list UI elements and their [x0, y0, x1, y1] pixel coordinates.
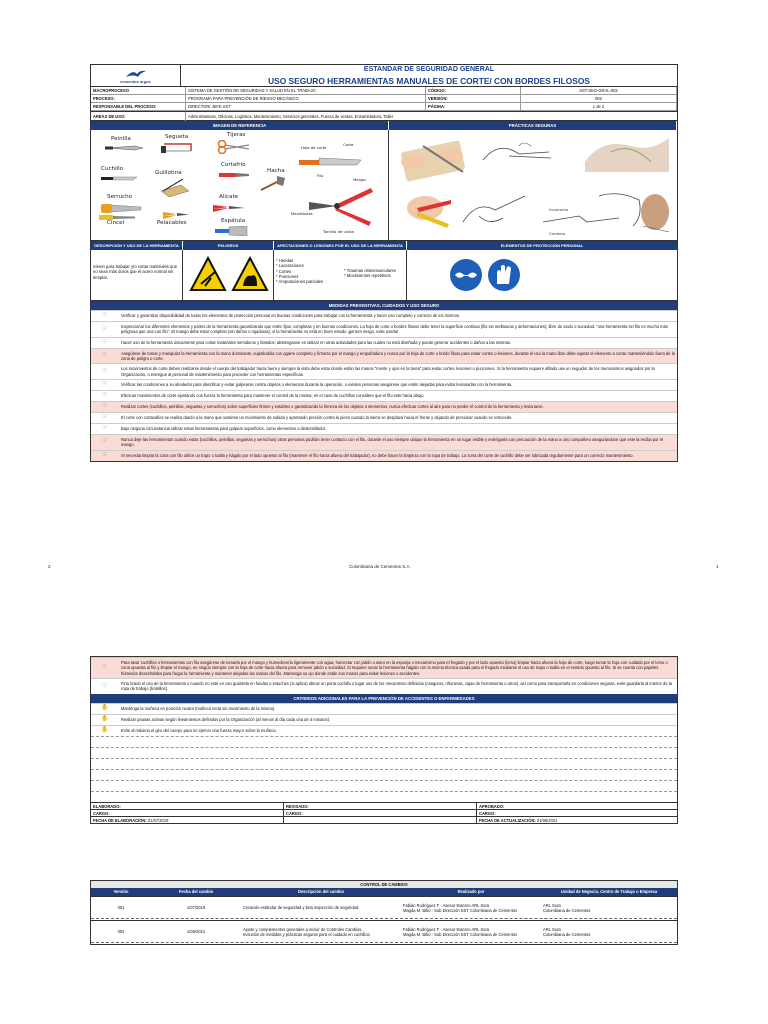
tool-label-serrucho: Serrucho — [107, 194, 133, 200]
criterio-row — [91, 725, 677, 736]
change-cell: Ajuste y complementos generales a incluir de Controles Cambios. Inclusión de medidas y prácticas seguras para el cuidado en cuchillos. — [243, 926, 371, 937]
hands-gloves-practice-icon — [581, 132, 673, 174]
criterio-text: Evite al máximo el giro del cuerpo para no ejercer una fuerza mayor sobre la muñeca. — [121, 727, 277, 733]
afectacion-item: * Traumas osteomusculares — [344, 268, 396, 273]
afectaciones-cell — [274, 250, 407, 300]
descripcion-cell — [91, 250, 183, 300]
measure-row — [91, 337, 677, 348]
criterios-heading: CRITERIOS ADICIONALES PARA LA PREVENCIÓN DE ACCIDENTES O ENFERMEDADES — [91, 694, 677, 703]
cargo-label: CARGO: — [477, 809, 677, 816]
bird-logo-icon — [125, 69, 147, 79]
medidas-heading: MEDIDAS PREVENTIVAS, CUIDADOS Y USO SEGURO — [91, 301, 677, 310]
hand-icon: ✋ — [101, 704, 109, 711]
measure-text: Si necesita limpiar la zona con filo utilice un trapo o toalla y hágalo por el lado opuesto al filo (mantener el filo hacia afuera del trabajador), no debe hacer la limpieza con la ropa de trabajo. La zona del corte de cuchillo debe ser lubricada regularmente para un correcto mantenimiento. — [121, 452, 634, 458]
measure-row — [91, 390, 677, 401]
change-cell: 002 — [117, 929, 125, 934]
change-cell: 001 — [117, 905, 125, 910]
tool-label-pelacables: Pelacables — [157, 220, 187, 226]
change-cell: 1/07/2019 — [186, 905, 206, 910]
pointing-hand-icon: ☞ — [102, 664, 108, 671]
measure-row — [91, 434, 677, 450]
standard-document-page-2 — [90, 656, 678, 824]
tool-label-guillotina: Guillotina — [155, 170, 182, 176]
change-control-title: CONTROL DE CAMBIOS — [91, 881, 677, 888]
cold-chisel-icon — [217, 170, 251, 180]
tool-label-corte: Corte — [343, 142, 354, 147]
document-header — [91, 65, 677, 87]
scissors-icon — [217, 140, 251, 154]
measure-text: Realizar cortes (cuchillos, peinillas, seguetas y serruchos) sobre superficies firmes y estables o garantizando la firmeza de los objetos o elementos, nunca efectuar cortes al aire para no perder el control de la herramienta y lesionarse. — [121, 403, 544, 409]
codigo-value: SST-SEG-GRAL-002 — [521, 87, 677, 95]
hacksaw-icon — [161, 142, 195, 154]
knife-diagram-icon — [297, 152, 365, 172]
pliers-diagram-icon — [305, 182, 375, 230]
pointing-hand-icon: ☞ — [102, 325, 108, 332]
tool-label-tornillo: Tornillo de unión — [323, 229, 355, 234]
measure-text: El corte con cortacafios se realiza dando a la mano que sostiene un movimiento de subida y apretando presión contra la pieza cuando la sierra se desplaza hacia el frente y dejando de presionar cuando se retrocede. — [121, 414, 513, 420]
change-cell: Creación estándar de seguridad y lista inspección de seguridad. — [243, 905, 360, 910]
measure-row — [91, 348, 677, 364]
fecha-elaboracion-label: FECHA DE ELABORACIÓN: — [93, 817, 147, 823]
document-category: ESTANDAR DE SEGURIDAD GENERAL — [363, 66, 495, 73]
practicas-seguras-heading: PRÁCTICAS SEGURAS — [389, 121, 677, 130]
cargo-label: CARGO: — [91, 809, 284, 816]
measure-row — [91, 450, 677, 461]
measure-text: Asegúrese de tomar y manipular la herramienta con la mano dominante, sujetándola con agarre completo y firmeza por el mango y empuñadura y nunca por la hoja de corte o borde filoso para evitar cortes o lesiones, durante el uso la mano libre debe sujetar el elemento a cortar manteniéndolo fuera de la zona de peligro o corte. — [121, 350, 675, 361]
tool-label-filo: Filo — [317, 173, 324, 178]
tool-label-alicate: Alicate — [219, 194, 239, 200]
fecha-actualizacion-label: FECHA DE ACTUALIZACIÓN: — [479, 817, 536, 823]
pointing-hand-icon: ☞ — [102, 403, 108, 410]
additional-criteria-list — [91, 703, 677, 736]
areas-value: Administrativas, Oficinas, Logística, Mantenimiento, Servicios generales, Fuerza de ventas, Ensambladora, Taller — [188, 114, 394, 119]
fecha-elaboracion-value: 01/07/2019 — [147, 817, 169, 823]
change-cell: Fabián Rodríguez F - Asesor Externo ARL Sura Magda M. Bibo - Sub Dirección SST Colombiana de Cementos — [403, 926, 518, 937]
signature-block — [91, 802, 677, 823]
hand-icon: ✋ — [101, 715, 109, 722]
axe-icon — [257, 176, 287, 192]
aprobado-label: APROBADO: — [477, 802, 677, 809]
tool-label-cincel: Cincel — [107, 220, 125, 226]
measure-text: Hacer uso de la herramienta únicamente para cortar materiales semiduros y blandos; abstenganse en utilizar en otras actividades para las cuales no está diseñada y puede generar accidentes o daños a las mismas. — [121, 339, 512, 345]
knife-icon — [99, 174, 139, 182]
tool-label-cortafrio: Cortafrio — [221, 162, 246, 168]
change-header-cell: Descripción del cambio — [298, 889, 344, 894]
practice-correcto-label: Correcto — [549, 231, 566, 236]
change-header-cell: Unidad de Negocio, Centro de Trabajo o Empresa — [560, 889, 658, 894]
measure-text: Bajo ninguna circunstancia utilizar estas herramientas para golpear superficies, como elementos o destornillador. — [121, 425, 327, 431]
fecha-actualizacion — [477, 816, 677, 823]
measure-row — [91, 379, 677, 390]
change-control-table — [90, 880, 678, 945]
descripcion-text: Sirven para trabajar y/o cortar materiales que no sean más duros que el acero normal sin templar. — [93, 264, 178, 280]
measure-text: Verificar las condiciones a su alrededor para identificar y evitar golpearse contra objetos o elementos durante la operación, o existen personas asegúrese que estén alejadas para evitar lesionarlas con la herramienta. — [121, 381, 513, 387]
pointing-hand-icon: ☞ — [102, 312, 108, 319]
tool-label-espatula: Espátula — [221, 218, 246, 224]
measure-text: Los movimientos de corte deben realizarse desde el cuerpo del trabajador hacia fuera y siempre la vista debe estar donde están las manos "mente y ojos en la tarea" para evitar cortes, lesiones o punciones. Si la herramienta requiere afilado use un seguidor de los mecanismos asignados por la Organización, o entregue al personal de mantenimiento para proceder con herramientas específicas. — [121, 366, 655, 377]
footer-company: Colombiana de Cementos S.A. — [349, 564, 411, 569]
afectaciones-heading: AFECTACIONES O LESIONES POR EL USO DE LA HERRAMIENTA — [274, 241, 407, 250]
afectaciones-list-2 — [344, 268, 396, 279]
criterio-text: Mantenga la muñeca en posición neutra (muñeca recta sin movimiento de la misma). — [121, 705, 276, 711]
spatula-icon — [213, 226, 249, 236]
tool-label-tijeras: Tijeras — [227, 132, 246, 138]
preventive-measures-list-continued — [91, 657, 677, 694]
criterio-text: Realizar pausas activas según lineamientos definidos por la Organización (al menos al día cada una de 4 minutos). — [121, 716, 331, 722]
description-hazards-section — [91, 241, 677, 301]
chisel-icon — [97, 212, 137, 222]
reference-images — [91, 130, 389, 240]
footer-page-right: 1 — [716, 564, 719, 569]
footer-page-left: 2 — [48, 564, 51, 569]
company-logo — [91, 65, 181, 87]
logo-text: cementos argos — [120, 78, 151, 84]
preventive-measures-list — [91, 310, 677, 461]
peligros-heading: PELIGROS — [183, 241, 274, 250]
change-cell: Fabián Rodríguez F - Asesor Externo ARL Sura Magda M. Bibo - Sub Dirección SST Colombiana de Cementos — [403, 902, 518, 913]
proceso-value: PROGRAMA PARA PREVENCIÓN DE RIESGO MECÁNICO — [186, 95, 426, 103]
hand-icon: ✋ — [101, 726, 109, 733]
gloves-mandatory-icon — [487, 258, 521, 292]
pointing-hand-icon: ☞ — [102, 338, 108, 345]
cutting-board-practice-icon — [393, 134, 473, 184]
pointing-hand-icon: ☞ — [102, 367, 108, 374]
document-meta — [91, 87, 677, 112]
criterio-row — [91, 703, 677, 714]
proceso-label: PROCESO: — [91, 95, 186, 103]
measure-text: Fina lizado el uso de la herramienta o cuando no esté en uso guárdela en fundas o estuches (si aplica) ubicar un porta cuchillo o lugar uso de los mecanismo definidos (canguros, riñoneras, cajas de herramienta u otros), así como para transportarla en condiciones seguras, evite guardarla al interior de la ropa de trabajo (bolsillos). — [121, 680, 672, 692]
tool-label-mango: Mango — [353, 177, 366, 182]
pointing-hand-icon: ☞ — [102, 392, 108, 399]
tool-label-segueta: Segueta — [165, 134, 189, 140]
tool-label-peinilla: Peinilla — [111, 136, 131, 142]
guillotine-icon — [159, 177, 191, 199]
tool-label-hoja-corte: Hoja de corte — [301, 145, 327, 150]
measure-row — [91, 657, 677, 678]
criterio-row — [91, 714, 677, 725]
codigo-label: CÓDIGO: — [426, 87, 521, 95]
change-header-cell: Fecha del cambio — [178, 889, 214, 894]
version-label: VERSIÓN: — [426, 95, 521, 103]
pointing-hand-icon: ☞ — [102, 381, 108, 388]
cut-hazard-warning-icon — [189, 256, 227, 292]
fecha-elaboracion — [91, 816, 284, 823]
cargo-label: CARGO: — [284, 809, 477, 816]
epp-heading: ELEMENTOS DE PROTECCIÓN PERSONAL — [407, 241, 677, 250]
measure-row — [91, 363, 677, 379]
pointing-hand-icon: ☞ — [102, 425, 108, 432]
change-header-cell: Versión — [113, 889, 129, 894]
epp-cell — [407, 250, 677, 300]
reference-section — [91, 121, 677, 241]
hand-injury-warning-icon — [231, 256, 269, 292]
change-cell: 1/06/2021 — [186, 929, 206, 934]
revisado-label: REVISADO: — [284, 802, 477, 809]
tool-label-cuchillo: Cuchillo — [101, 166, 124, 172]
measure-text: Verificar y garantizar disponibilidad de todos los elementos de protección personal en buenas condiciones para trabajar con la herramienta y hacer uso completo y correcto de los mismos. — [121, 313, 461, 318]
safety-glasses-mandatory-icon — [449, 258, 483, 292]
pointing-hand-icon: ☞ — [102, 352, 108, 359]
change-control-header — [91, 888, 677, 896]
elaborado-label: ELABORADO: — [91, 802, 284, 809]
measure-row — [91, 423, 677, 434]
pointing-hand-icon: ☞ — [102, 682, 108, 689]
afectacion-item: * Amputaciones parciales — [276, 279, 324, 284]
afectacion-item: * Heridas — [276, 258, 294, 263]
areas-row — [91, 112, 677, 121]
pointing-hand-icon: ☞ — [102, 414, 108, 421]
change-header-cell: Realizado por — [457, 889, 485, 894]
tool-label-mandibulas: Mandíbulas — [291, 211, 313, 216]
macroproceso-label: MACROPROCESO — [91, 87, 186, 95]
measure-row — [91, 412, 677, 423]
afectacion-item: * Cortes — [276, 268, 292, 274]
measure-text: Inspeccionar los diferentes elementos y partes de la herramienta garantizando que estén fijas, completas y en buenas condiciones. La hoja de corte o bordes filosos debe tener la superficie continua (filo sin mellaturas y deformaciones), libre de oxido o suciedad, "una herramienta sin filo es mucho más peligrosa que una con filo". El mango debe estar completo (sin daños o rajaduras), si la herramienta no está en buen estado ¡genera riesgo, evite usarla! — [121, 324, 668, 335]
knife-grip-practice-icon — [479, 136, 559, 172]
measure-row — [91, 678, 677, 694]
afectaciones-list — [276, 258, 323, 284]
pointing-hand-icon: ☞ — [102, 451, 108, 458]
responsable-label: RESPONSABLE DEL PROCESO: — [91, 103, 186, 111]
tool-label-hacha: Hacha — [267, 168, 285, 174]
measure-text: Efectuar movimientos de corte ajustando con fuerza la herramienta para mantener el control de la misma, en el caso de cuchillos considere que el filo este hacia abajo. — [121, 392, 425, 398]
descripcion-heading: DESCRIPCIÓN Y USO DE LA HERRAMIENTA — [91, 241, 183, 250]
machete-icon — [105, 144, 145, 152]
change-row — [91, 896, 677, 918]
measure-row — [91, 321, 677, 337]
responsable-value: DIRECTOR/ JEFE SST — [186, 103, 426, 111]
fecha-actualizacion-value: 01/06/2021 — [536, 817, 558, 823]
measure-text: Para lavar cuchillos o herramientas con filo asegúrese de tomarla por el mango y humedecerla ligeramente con agua, humectar con jabón o aseo en la esponja o mecanismo para el fregado y por el lado opuesto (lomo) limpiar hacia afuera la hoja de corte, luego tomar la hoja con cuidado por el lomo o zona opuesta al filo y limpiar el mango, en ningún siempre con la hoja de corte hacia afuera para remover jabón o suciedad. Si requiere secar la herramienta hágalo con la misma técnica usada para el fregado mediante el uso de trapo o toalla en el sentido opuesto al filo. Si se cuenta con papeles húmedos desechables para fregar la herramienta y mantener alejadas las manos del filo. Mantenga su ojo donde están sus manos para evitar lesiones o accidentes. — [121, 660, 668, 676]
change-row — [91, 920, 677, 942]
areas-label: AREAS DE USO: — [91, 112, 186, 121]
standard-document-page-1 — [90, 64, 678, 462]
safe-practices-images — [389, 130, 677, 240]
measure-row — [91, 310, 677, 321]
imagen-referencia-heading: IMAGEN DE REFERENCIA — [91, 121, 389, 130]
measure-row — [91, 401, 677, 412]
version-value: 002 — [521, 95, 677, 103]
pagina-value: 1 de 2 — [521, 103, 677, 111]
peligros-cell — [183, 250, 274, 300]
pointing-hand-icon: ☞ — [102, 438, 108, 445]
pliers-practice-icon — [397, 186, 457, 236]
afectacion-item: * Movimientos repetitivos — [344, 273, 391, 279]
wire-stripper-icon — [161, 210, 191, 220]
change-cell: ARL Sura Colombiana de Cementos — [543, 926, 591, 937]
pagina-label: PÁGINA: — [426, 103, 521, 111]
change-cell: ARL Sura Colombiana de Cementos — [543, 902, 591, 913]
afectacion-item: * Laceraciones — [276, 263, 304, 269]
pliers-icon — [211, 202, 247, 214]
macroproceso-value: SISTEMA DE GESTIÓN DE SEGURIDAD Y SALUD EN EL TRABAJO — [186, 87, 426, 95]
afectacion-item: * Punciones — [276, 273, 299, 279]
measure-text: Nunca deje las herramientas cuando estas (cuchillos, peinillas, seguetas y serruchos) otras personas podrían tener contacto con el filo, durante el uso siempre ubique la herramienta en un lugar visible y entréguela con precaución de la mano a otro compañero asegurándose que este la reciba por el mango. — [121, 436, 664, 448]
document-title: USO SEGURO HERRAMIENTAS MANUALES DE CORTE/ CON BORDES FILOSOS — [268, 75, 590, 86]
practice-incorrecto-label: Incorrecto — [549, 207, 569, 212]
knife-hand-practice-icon — [459, 190, 531, 230]
